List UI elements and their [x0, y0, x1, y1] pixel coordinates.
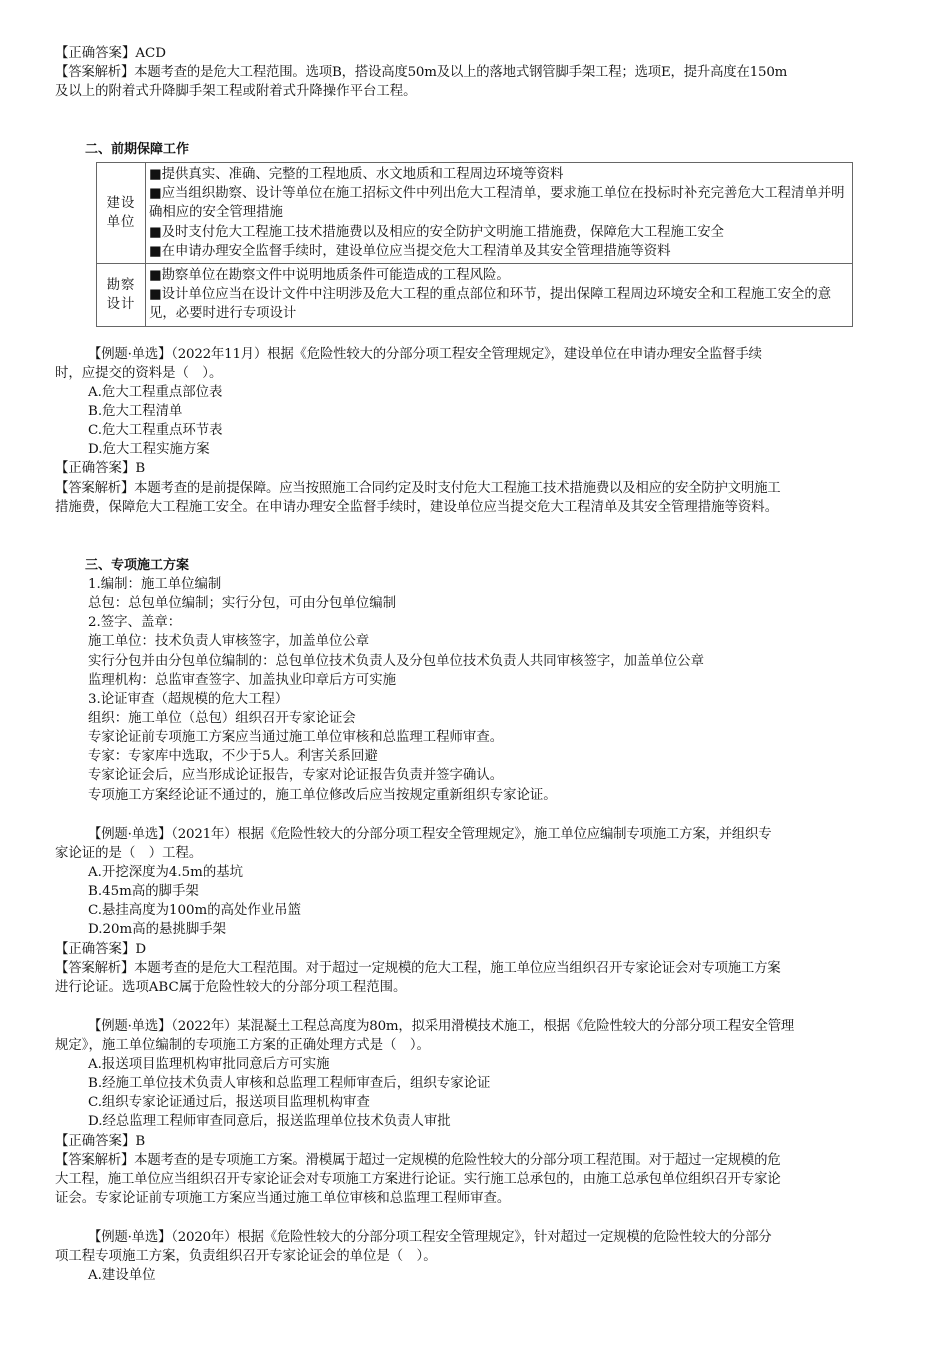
analysis-line: 【答案解析】本题考查的是专项施工方案。滑模属于超过一定规模的危险性较大的分部分项工程范围。对于超过一定规模的危	[55, 1153, 781, 1168]
answer-line: 【正确答案】B	[55, 461, 146, 476]
text-line: 专家：专家库中选取，不少于5人。利害关系回避	[88, 749, 378, 764]
table-row	[97, 163, 853, 264]
option-item: B.经施工单位技术负责人审核和总监理工程师审查后，组织专家论证	[88, 1076, 491, 1091]
question-stem: 规定》，施工单位编制的专项施工方案的正确处理方式是（ ）。	[55, 1038, 430, 1053]
option-item: A.报送项目监理机构审批同意后方可实施	[88, 1057, 330, 1072]
analysis-line: 进行论证。选项ABC属于危险性较大的分部分项工程范围。	[55, 980, 407, 995]
items-cell	[146, 264, 853, 327]
party-cell	[97, 163, 146, 264]
party-label: 勘察	[106, 278, 136, 293]
answer-line: 【正确答案】ACD	[55, 46, 166, 61]
analysis-line: 【答案解析】本题考查的是前提保障。应当按照施工合同约定及时支付危大工程施工技术措施费以及相应的安全防护文明施工	[55, 481, 781, 496]
text-line: 组织：施工单位（总包）组织召开专家论证会	[88, 711, 356, 726]
option-item: B.45m高的脚手架	[88, 884, 199, 899]
answer-line: 【正确答案】D	[55, 942, 147, 957]
list-item: ■设计单位应当在设计文件中注明涉及危大工程的重点部位和环节，提出保障工程周边环境安全和工程施工安全的意见，必要时进行专项设计	[149, 287, 832, 322]
text-line: 3.论证审查（超规模的危大工程）	[88, 692, 289, 707]
question-stem: 【例题·单选】（2022年）某混凝土工程总高度为80m，拟采用滑模技术施工，根据《危险性较大的分部分项工程安全管理	[88, 1019, 795, 1034]
items-cell	[146, 163, 853, 264]
table-row	[97, 264, 853, 327]
analysis-line: 证会。专家论证前专项施工方案应当通过施工单位审核和总监理工程师审查。	[55, 1191, 511, 1206]
text-line: 总包：总包单位编制；实行分包，可由分包单位编制	[88, 596, 396, 611]
guarantee-table	[96, 162, 853, 327]
party-label: 设计	[106, 297, 136, 312]
list-item: ■应当组织勘察、设计等单位在施工招标文件中列出危大工程清单，要求施工单位在投标时补充完善危大工程清单并明确相应的安全管理措施	[149, 186, 845, 221]
analysis-line: 及以上的附着式升降脚手架工程或附着式升降操作平台工程。	[55, 84, 417, 99]
party-label: 建设	[106, 196, 136, 211]
option-item: D.危大工程实施方案	[88, 442, 210, 457]
question-stem: 【例题·单选】（2021年）根据《危险性较大的分部分项工程安全管理规定》，施工单位应编制专项施工方案，并组织专	[88, 827, 772, 842]
text-line: 1.编制：施工单位编制	[88, 577, 222, 592]
section-heading: 三、专项施工方案	[85, 558, 190, 573]
text-line: 2.签字、盖章：	[88, 615, 182, 630]
text-line: 专家论证前专项施工方案应当通过施工单位审核和总监理工程师审查。	[88, 730, 504, 745]
question-stem: 时，应提交的资料是（ ）。	[55, 366, 223, 381]
list-item: ■勘察单位在勘察文件中说明地质条件可能造成的工程风险。	[149, 268, 510, 283]
section-heading: 二、前期保障工作	[85, 142, 190, 157]
option-item: C.组织专家论证通过后，报送项目监理机构审查	[88, 1095, 370, 1110]
option-item: A.建设单位	[88, 1268, 156, 1283]
option-item: C.悬挂高度为100m的高处作业吊篮	[88, 903, 301, 918]
answer-line: 【正确答案】B	[55, 1134, 146, 1149]
question-stem: 【例题·单选】（2022年11月）根据《危险性较大的分部分项工程安全管理规定》，建设单位在申请办理安全监督手续	[88, 347, 762, 362]
text-line: 专家论证会后，应当形成论证报告，专家对论证报告负责并签字确认。	[88, 768, 504, 783]
option-item: A.开挖深度为4.5m的基坑	[88, 865, 244, 880]
analysis-line: 【答案解析】本题考查的是危大工程范围。选项B，搭设高度50m及以上的落地式钢管脚手架工程；选项E，提升高度在150m	[55, 65, 788, 80]
option-item: A.危大工程重点部位表	[88, 385, 223, 400]
list-item: ■提供真实、准确、完整的工程地质、水文地质和工程周边环境等资料	[149, 167, 564, 182]
analysis-line: 【答案解析】本题考查的是危大工程范围。对于超过一定规模的危大工程，施工单位应当组织召开专家论证会对专项施工方案	[55, 961, 781, 976]
question-stem: 【例题·单选】（2020年）根据《危险性较大的分部分项工程安全管理规定》，针对超过一定规模的危险性较大的分部分	[88, 1230, 772, 1245]
option-item: D.经总监理工程师审查同意后，报送监理单位技术负责人审批	[88, 1114, 451, 1129]
option-item: C.危大工程重点环节表	[88, 423, 223, 438]
analysis-line: 措施费，保障危大工程施工安全。在申请办理安全监督手续时，建设单位应当提交危大工程清单及其安全管理措施等资料。	[55, 500, 779, 515]
option-item: D.20m高的悬挑脚手架	[88, 922, 226, 937]
question-stem: 家论证的是（ ）工程。	[55, 846, 203, 861]
question-stem: 项工程专项施工方案，负责组织召开专家论证会的单位是（ ）。	[55, 1249, 437, 1264]
text-line: 专项施工方案经论证不通过的，施工单位修改后应当按规定重新组织专家论证。	[88, 788, 557, 803]
analysis-line: 大工程，施工单位应当组织召开专家论证会对专项施工方案进行论证。实行施工总承包的，由施工总承包单位组织召开专家论	[55, 1172, 781, 1187]
list-item: ■在申请办理安全监督手续时，建设单位应当提交危大工程清单及其安全管理措施等资料	[149, 243, 671, 259]
list-item: ■及时支付危大工程施工技术措施费以及相应的安全防护文明施工措施费，保障危大工程施工安全	[149, 224, 725, 240]
text-line: 监理机构：总监审查签字、加盖执业印章后方可实施	[88, 673, 396, 688]
option-item: B.危大工程清单	[88, 404, 183, 419]
party-label: 单位	[106, 215, 136, 230]
text-line: 实行分包并由分包单位编制的：总包单位技术负责人及分包单位技术负责人共同审核签字，加盖单位公章	[88, 654, 704, 669]
party-cell	[97, 264, 146, 327]
text-line: 施工单位：技术负责人审核签字，加盖单位公章	[88, 634, 370, 649]
